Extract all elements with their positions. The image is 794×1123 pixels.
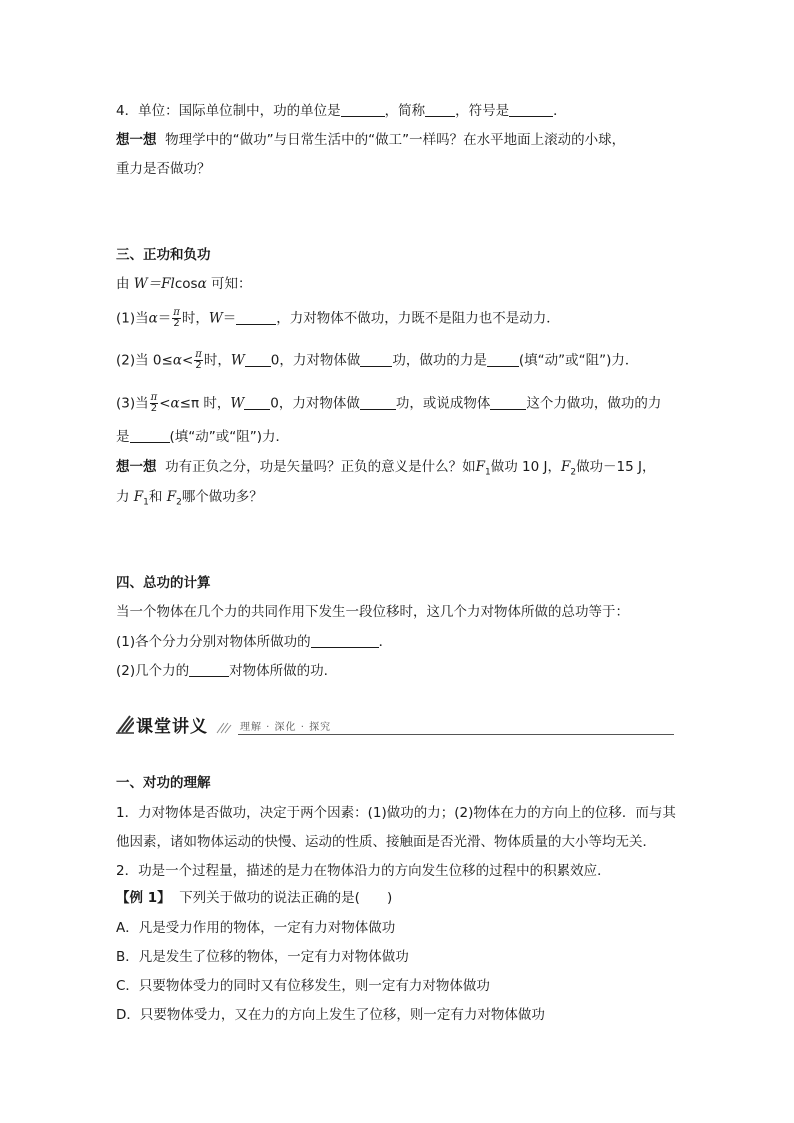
- pi-symbol: π: [195, 349, 202, 360]
- option-c[interactable]: C．只要物体受力的同时又有位移发生，则一定有力对物体做功: [116, 978, 490, 994]
- unit-question-line: [116, 101, 567, 121]
- subscript-1: 1: [484, 467, 491, 478]
- equals-sign-2: ＝: [222, 310, 237, 327]
- think-1-line-2: [116, 159, 211, 179]
- pi-symbol: π: [173, 307, 180, 318]
- example-1-question: [116, 888, 392, 908]
- intro-text-2: 可知：: [211, 276, 252, 292]
- unit-question-text-2: ，简称: [384, 103, 426, 119]
- blank-case-3-force-type[interactable]: [130, 428, 170, 443]
- option-b[interactable]: B．凡是发生了位移的物体，一定有力对物体做功: [116, 949, 409, 965]
- pi-symbol: π: [150, 392, 158, 403]
- understanding-p1-line-2: 他因素，诸如物体运动的快慢、运动的性质、接触面是否光滑、物体质量的大小等均无关．: [116, 834, 656, 850]
- subscript-2: 2: [570, 467, 577, 478]
- alpha-symbol: α: [172, 352, 182, 369]
- section-1-title: 一、对功的理解: [116, 775, 211, 791]
- w-symbol: W: [230, 352, 245, 369]
- w-symbol: W: [208, 310, 223, 327]
- banner-title: 课堂讲义: [136, 717, 208, 737]
- case-3-text-5: 这个力做功，做功的力: [526, 395, 662, 412]
- think-2-text-2: 做功 10 J，: [490, 459, 561, 475]
- total-work-item-2: [116, 661, 328, 681]
- period: ．: [553, 103, 567, 119]
- pi-over-2-fraction: [194, 350, 203, 371]
- f-symbol: F: [166, 489, 177, 505]
- blank-unit[interactable]: [341, 102, 385, 117]
- denominator: 2: [173, 318, 180, 329]
- period: ．: [378, 634, 393, 650]
- f-symbol: F: [560, 459, 571, 475]
- total-work-intro: 当一个物体在几个力的共同作用下发生一段位移时，这几个力对物体所做的总功等于：: [116, 604, 629, 620]
- case-3-text-2: ≤π 时，: [179, 395, 231, 412]
- unit-question-text-3: ，符号是: [455, 103, 510, 119]
- case-3-line: [116, 393, 661, 414]
- case-2-text-5: (填“动”或“阻”)力．: [518, 352, 639, 369]
- case-2-text-2: 时，: [203, 352, 231, 369]
- alpha-symbol: α: [148, 310, 158, 327]
- think-2-text-5: 和: [148, 489, 163, 505]
- case-3-text-7: (填“动”或“阻”)力．: [169, 429, 290, 445]
- unit-question-text: 4．单位：国际单位制中，功的单位是: [116, 103, 341, 119]
- less-than-sign: <: [159, 395, 171, 412]
- think-1-text-2: 重力是否做功？: [116, 161, 211, 177]
- pi-over-2-fraction: [172, 308, 181, 329]
- pi-over-2-fraction: [150, 393, 159, 414]
- think-2-text: 功有正负之分，功是矢量吗？正负的意义是什么？如: [165, 459, 476, 475]
- think-label: 想一想: [116, 459, 157, 475]
- f-symbol: F: [475, 459, 485, 475]
- blank-case-3-work-type[interactable]: [360, 395, 396, 410]
- case-2-text-4: 功，做功的力是: [392, 352, 487, 369]
- case-1-text-3: ，力对物体不做功，力既不是阻力也不是动力．: [276, 310, 560, 327]
- case-3-text-3: 0，力对物体做: [270, 395, 360, 412]
- blank-short-name[interactable]: [425, 102, 455, 117]
- case-3-text: (3)当: [116, 395, 149, 412]
- work-formula: W＝Fl: [133, 276, 175, 292]
- case-1-text: (1)当: [116, 310, 149, 327]
- banner-stripes-icon: [116, 714, 134, 734]
- example-question-text: 下列关于做功的说法正确的是( ): [179, 890, 393, 906]
- denominator: 2: [195, 360, 202, 371]
- blank-case-3-relation[interactable]: [244, 395, 270, 410]
- alpha-symbol: α: [197, 276, 207, 292]
- alpha-symbol: α: [170, 395, 180, 412]
- understanding-p2: 2．功是一个过程量，描述的是力在物体沿力的方向发生位移的过程中的积累效应．: [116, 863, 611, 879]
- think-1-line-1: [116, 130, 625, 150]
- option-d[interactable]: D．只要物体受力，又在力的方向上发生了位移，则一定有力对物体做功: [116, 1007, 545, 1023]
- understanding-p1-line-1: 1．力对物体是否做功，决定于两个因素：(1)做功的力；(2)物体在力的方向上的位移．而与其: [116, 805, 676, 821]
- banner-hatch-icon: [216, 720, 232, 734]
- blank-case-3-action[interactable]: [490, 395, 526, 410]
- blank-symbol[interactable]: [509, 102, 553, 117]
- w-symbol: W: [230, 395, 245, 412]
- blank-resultant-force[interactable]: [189, 662, 229, 677]
- case-2-text-3: 0，力对物体做: [270, 352, 361, 369]
- think-2-line-2: [116, 487, 263, 513]
- blank-case-1-value[interactable]: [236, 310, 276, 325]
- subscript-2: 2: [176, 497, 182, 508]
- option-a[interactable]: A．凡是受力作用的物体，一定有力对物体做功: [116, 920, 396, 936]
- case-2-text: (2)当 0≤: [116, 352, 173, 369]
- blank-case-2-work-type[interactable]: [360, 352, 392, 367]
- case-2-line: [116, 350, 638, 371]
- cos-text: cos: [174, 276, 198, 292]
- banner-divider: [238, 734, 674, 735]
- case-1-text-2: 时，: [181, 310, 209, 327]
- less-than-sign: <: [181, 352, 194, 369]
- section-4-title: 四、总功的计算: [116, 575, 211, 591]
- blank-case-2-force-type[interactable]: [487, 352, 519, 367]
- case-3-text-6: 是: [116, 429, 130, 445]
- total-work-text: (1)各个分力分别对物体所做功的: [116, 634, 311, 650]
- think-2-text-6: 哪个做功多？: [181, 489, 263, 505]
- think-label: 想一想: [116, 132, 157, 148]
- total-work-item-1: [116, 632, 392, 652]
- blank-total-work-sum[interactable]: [311, 633, 379, 648]
- section-banner: [116, 710, 674, 738]
- equals-sign: ＝: [157, 310, 172, 327]
- think-2-text-3: 做功－15 J，: [576, 459, 656, 475]
- intro-text: 由: [116, 276, 130, 292]
- denominator: 2: [150, 403, 158, 414]
- case-3-text-4: 功，或说成物体: [395, 395, 491, 412]
- banner-subtitle: 理解 · 深化 · 探究: [240, 722, 332, 733]
- total-work-text-3: 对物体所做的功.: [229, 663, 328, 679]
- blank-case-2-relation[interactable]: [245, 352, 271, 367]
- f-symbol: F: [133, 489, 144, 505]
- subscript-1: 1: [143, 497, 149, 508]
- think-1-text: 物理学中的“做功”与日常生活中的“做工”一样吗？在水平地面上滚动的小球，: [165, 132, 626, 148]
- case-3-line-2: [116, 427, 289, 447]
- think-2-text-4: 力: [116, 489, 130, 505]
- think-2-line-1: [116, 457, 656, 483]
- section-3-title: 三、正功和负功: [116, 247, 211, 263]
- total-work-text-2: (2)几个力的: [116, 663, 190, 679]
- formula-intro: [116, 274, 252, 294]
- example-label: 【例 1】: [116, 890, 171, 906]
- case-1-line: [116, 308, 560, 329]
